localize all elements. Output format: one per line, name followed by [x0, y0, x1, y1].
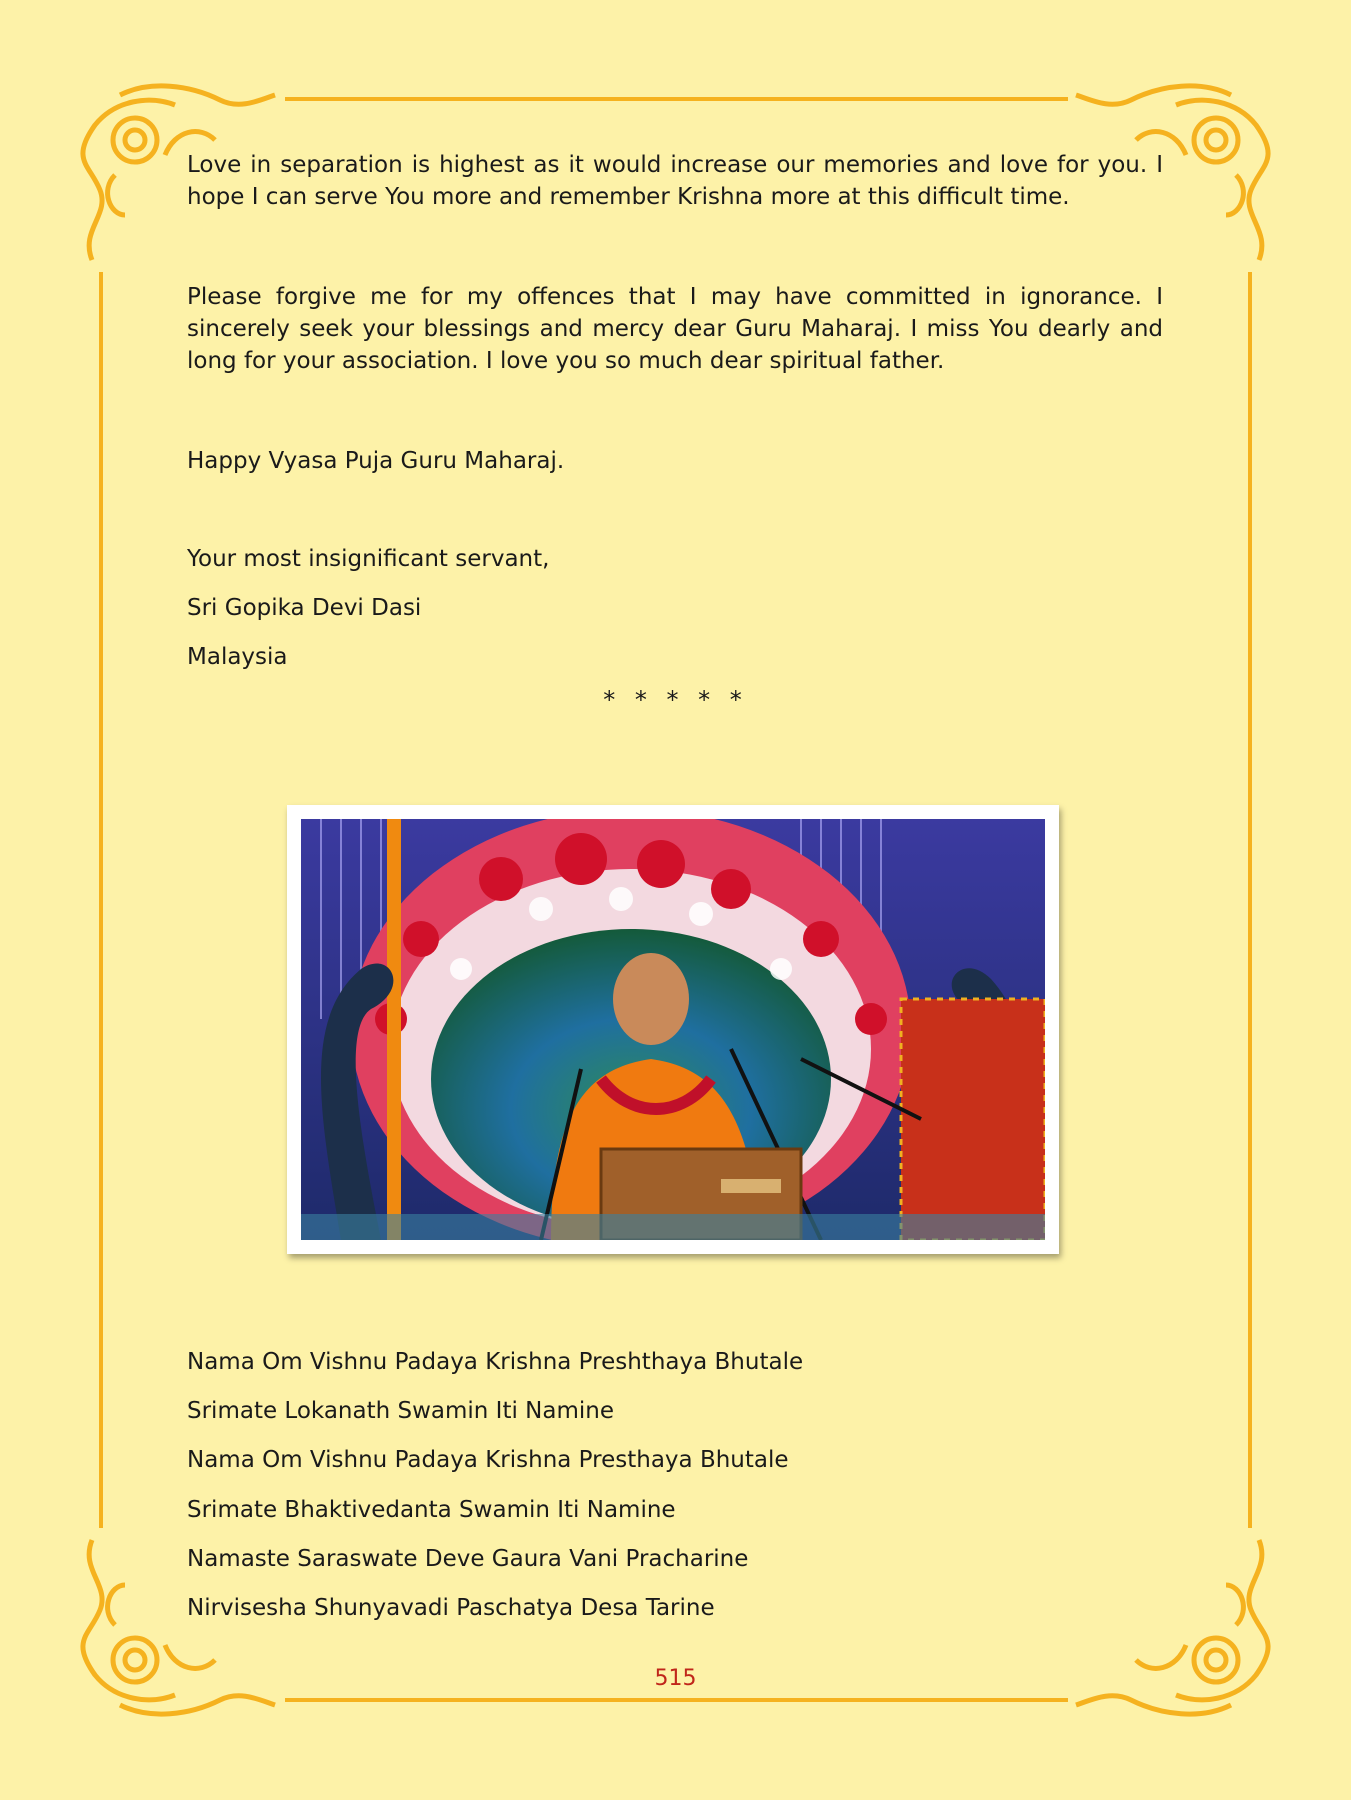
letter-closing: Your most insignificant servant,: [187, 546, 550, 572]
letter-paragraph-1: Love in separation is highest as it would increase our memories and love for you. I hope I can serve You more and remember Krishna more at this difficult time.: [187, 152, 1163, 210]
signature-name: Sri Gopika Devi Dasi: [187, 595, 422, 621]
photo-frame: [287, 805, 1059, 1254]
prayer-line: Nama Om Vishnu Padaya Krishna Preshthaya Bhutale: [187, 1349, 804, 1375]
signature-location: Malaysia: [187, 644, 288, 670]
letter-greeting: Happy Vyasa Puja Guru Maharaj.: [187, 448, 565, 474]
prayer-line: Namaste Saraswate Deve Gaura Vani Pracharine: [187, 1546, 749, 1572]
photo-illustration: [301, 819, 1045, 1240]
letter-paragraph-2: Please forgive me for my offences that I may have committed in ignorance. I sincerely seek your blessings and mercy dear Guru Maharaj. I miss You dearly and long for your association. I love you so much dear spiritual father.: [187, 284, 1163, 374]
page-number: 515: [654, 1666, 697, 1691]
section-separator: * * * * *: [603, 686, 748, 714]
prayer-line: Nama Om Vishnu Padaya Krishna Presthaya Bhutale: [187, 1447, 789, 1473]
prayer-line: Srimate Lokanath Swamin Iti Namine: [187, 1398, 615, 1424]
photo-kirtan-harmonium: [301, 819, 1045, 1240]
prayer-line: Srimate Bhaktivedanta Swamin Iti Namine: [187, 1497, 676, 1523]
prayer-line: Nirvisesha Shunyavadi Paschatya Desa Tarine: [187, 1595, 715, 1621]
